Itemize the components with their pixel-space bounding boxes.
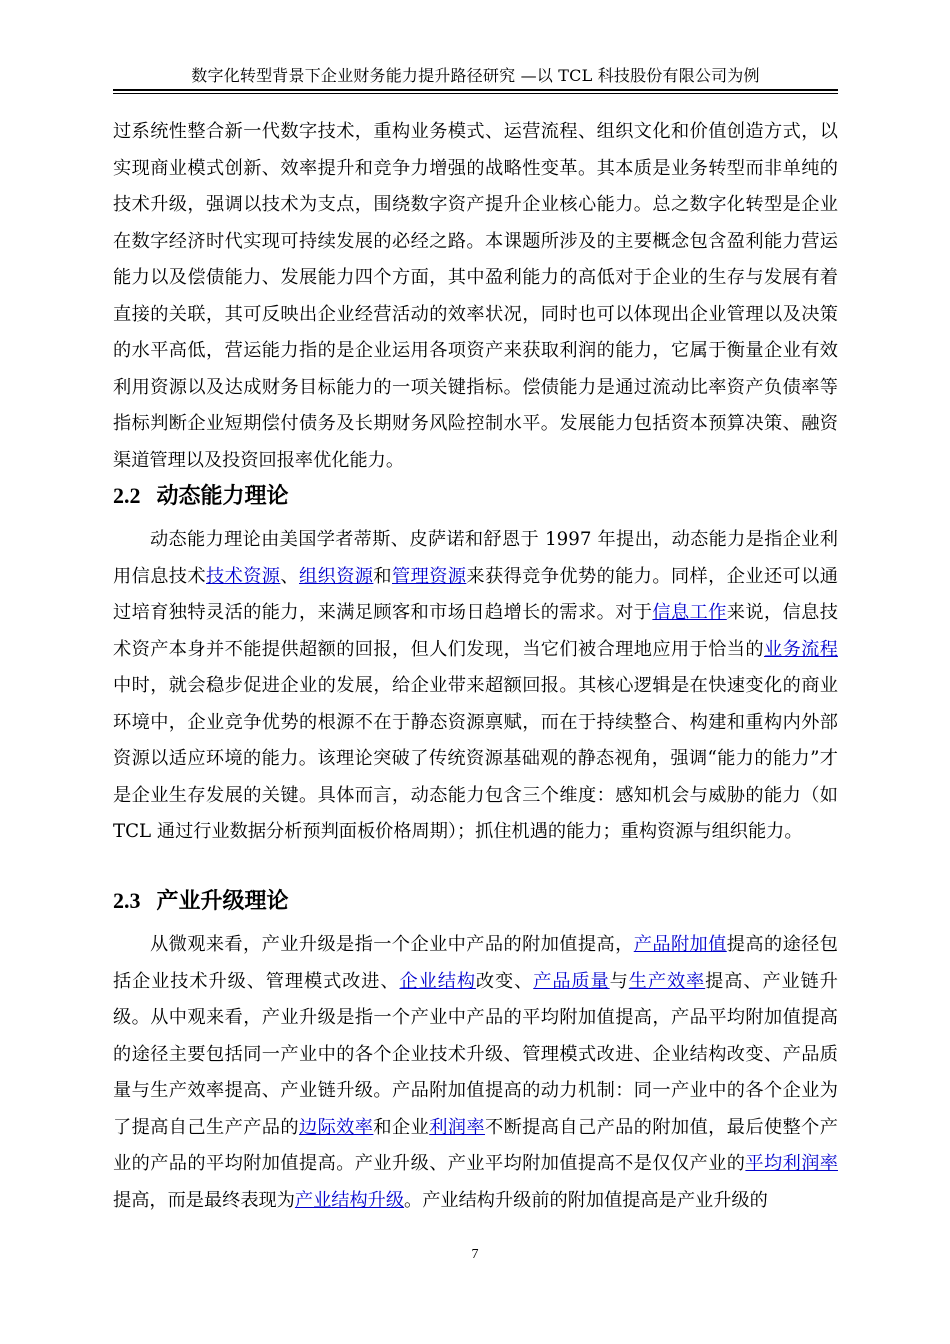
text-run: 和 — [373, 565, 392, 587]
page-number: 7 — [471, 1247, 479, 1262]
section-number: 2.3 — [113, 888, 141, 913]
link-industrial-structure-upgrade[interactable]: 产业结构升级 — [294, 1189, 405, 1211]
text-run: 提高，而是最终表现为 — [113, 1189, 295, 1211]
text-run: 。产业结构升级前的附加值提高是产业升级的 — [404, 1189, 768, 1211]
text-run: 动态能力理论由美国学者蒂斯、皮萨诺和舒恩于 1997 年提出，动态能力是指企业利用信息技术 — [113, 529, 838, 587]
section-title: 产业升级理论 — [156, 889, 289, 914]
header-rule-thin — [113, 93, 838, 94]
body-paragraph-3 — [113, 927, 838, 1219]
section-heading-2-3 — [113, 886, 289, 917]
text-run: 和企业 — [373, 1116, 430, 1138]
link-business-process[interactable]: 业务流程 — [763, 638, 838, 660]
text-run: 中时，就会稳步促进企业的发展，给企业带来超额回报。其核心逻辑是在快速变化的商业环境中，企业竞争优势的根源不在于静态资源禀赋，而在于持续整合、构建和重构内外部资源以适应环境的能力。该理论突破了传统资源基础观的静态视角，强调“能力的能力”才是企业生存发展的关键。具体而言，动态能力包含三个维度：感知机会与威胁的能力（如 TCL 通过行业数据分析预判面板价格周期）；抓住机遇的能力；重构资源与组织能力。 — [113, 675, 838, 842]
link-marginal-efficiency[interactable]: 边际效率 — [298, 1116, 374, 1138]
link-management-resources[interactable]: 管理资源 — [392, 565, 467, 587]
link-enterprise-structure[interactable]: 企业结构 — [399, 970, 476, 992]
text-run: 改变、 — [475, 970, 534, 992]
text-run: 提高、产业链升级。从中观来看，产业升级是指一个产业中产品的平均附加值提高，产品平均附加值提高的途径主要包括同一产业中的各个企业技术升级、管理模式改进、企业结构改变、产品质量与生产效率提高、产业链升级。产品附加值提高的动力机制：同一产业中的各个企业为了提高自己生产产品的 — [113, 970, 838, 1138]
text-run: 来获得竞争优势的能力。同样，企业还可以通过培育独特灵活的能力，来满足顾客和市场日趋增长的需求。对于 — [113, 565, 838, 623]
link-production-efficiency[interactable]: 生产效率 — [628, 970, 706, 992]
body-paragraph-2 — [113, 522, 838, 851]
link-profit-rate[interactable]: 利润率 — [429, 1116, 485, 1138]
text-run: 不断提高自己产品的附加值，最后使整个产业的产品的平均附加值提高。产业升级、产业平均附加值提高不是仅仅产业的 — [113, 1116, 838, 1174]
section-number: 2.2 — [113, 483, 141, 508]
text-run: 与 — [609, 970, 629, 992]
link-average-profit-rate[interactable]: 平均利润率 — [745, 1153, 838, 1174]
text-run: 从微观来看，产业升级是指一个企业中产品的附加值提高， — [150, 934, 634, 955]
link-organizational-resources[interactable]: 组织资源 — [299, 565, 374, 587]
link-technical-resources[interactable]: 技术资源 — [206, 565, 281, 587]
header-rule-thick — [113, 89, 838, 91]
link-product-added-value[interactable]: 产品附加值 — [633, 934, 727, 955]
section-title: 动态能力理论 — [156, 484, 289, 509]
section-heading-2-2 — [113, 481, 289, 512]
running-header: 数字化转型背景下企业财务能力提升路径研究 —以 TCL 科技股份有限公司为例 — [191, 66, 760, 85]
body-paragraph-1: 过系统性整合新一代数字技术，重构业务模式、运营流程、组织文化和价值创造方式，以实现商业模式创新、效率提升和竞争力增强的战略性变革。其本质是业务转型而非单纯的技术升级，强调以技术为支点，围绕数字资产提升企业核心能力。总之数字化转型是企业在数字经济时代实现可持续发展的必经之路。本课题所涉及的主要概念包含盈利能力营运能力以及偿债能力、发展能力四个方面，其中盈利能力的高低对于企业的生存与发展有着直接的关联，其可反映出企业经营活动的效率状况，同时也可以体现出企业管理以及决策的水平高低，营运能力指的是企业运用各项资产来获取利润的能力，它属于衡量企业有效利用资源以及达成财务目标能力的一项关键指标。偿债能力是通过流动比率资产负债率等指标判断企业短期偿付债务及长期财务风险控制水平。发展能力包括资本预算决策、融资渠道管理以及投资回报率优化能力。 — [113, 121, 838, 471]
link-information-work[interactable]: 信息工作 — [652, 602, 727, 623]
text-run: 提高的途径包括企业技术升级、管理模式改进、 — [113, 934, 838, 992]
text-run: 、 — [280, 565, 299, 587]
text-run: 来说，信息技术资产本身并不能提供超额的回报，但人们发现，当它们被合理地应用于恰当的 — [113, 602, 838, 660]
link-product-quality[interactable]: 产品质量 — [533, 970, 610, 992]
